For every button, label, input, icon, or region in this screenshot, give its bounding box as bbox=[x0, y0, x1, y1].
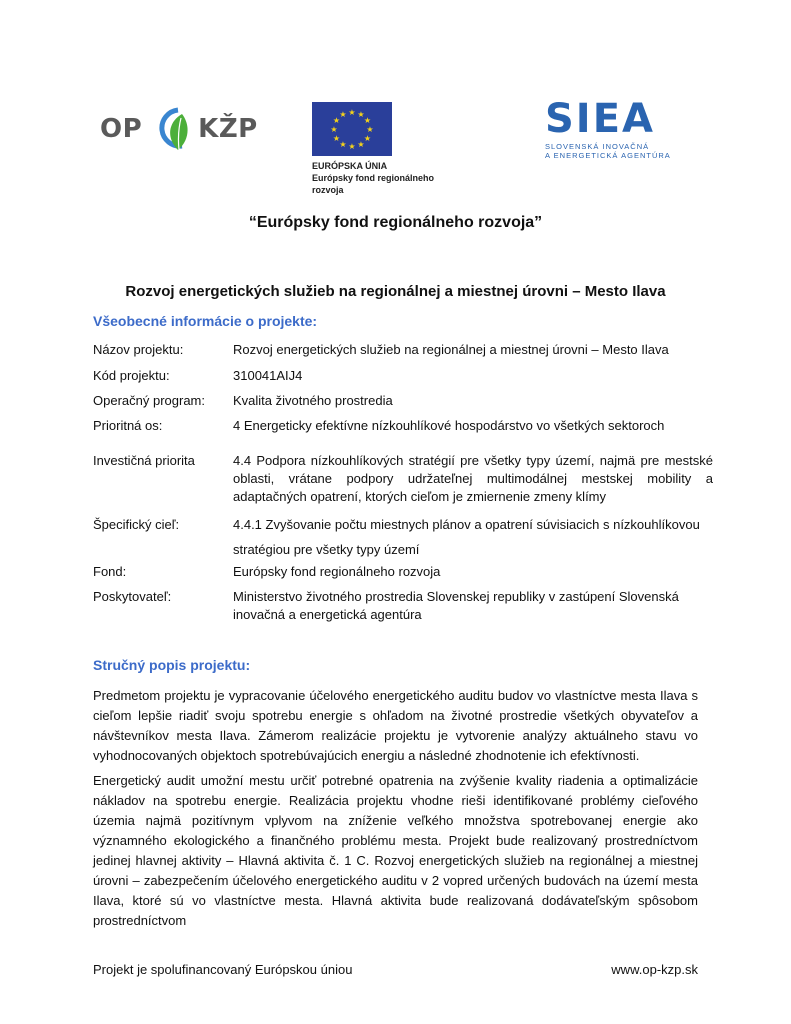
svg-text:★: ★ bbox=[363, 116, 372, 125]
op-kzp-logo bbox=[100, 104, 270, 154]
info-row-provider bbox=[93, 588, 713, 624]
info-label: Názov projektu: bbox=[93, 342, 184, 357]
siea-sub-line1: SLOVENSKÁ INOVAČNÁ bbox=[545, 142, 650, 151]
eu-caption-line1: EURÓPSKA ÚNIA bbox=[312, 161, 388, 171]
info-value: 4 Energeticky efektívne nízkouhlíkové hospodárstvo vo všetkých sektoroch bbox=[233, 418, 665, 433]
info-value: Ministerstvo životného prostredia Slovenskej republiky v zastúpení Slovenská inovačná a energetická agentúra bbox=[233, 589, 679, 622]
info-label: Operačný program: bbox=[93, 393, 205, 408]
svg-text:★: ★ bbox=[363, 134, 372, 143]
eu-caption-line2: Európsky fond regionálneho bbox=[312, 173, 435, 183]
info-label: Prioritná os: bbox=[93, 418, 163, 433]
footer-cofinance-note: Projekt je spolufinancovaný Európskou úniou bbox=[93, 962, 353, 977]
svg-text:★: ★ bbox=[348, 108, 356, 117]
info-label: Fond: bbox=[93, 564, 127, 579]
info-row-fund bbox=[93, 563, 713, 581]
info-row-code bbox=[93, 367, 713, 385]
description-heading: Stručný popis projektu: bbox=[93, 657, 251, 673]
eu-logo bbox=[312, 102, 434, 196]
info-value: 4.4.1 Zvyšovanie počtu miestnych plánov a opatrení súvisiacich s nízkouhlíkovou stratégiou pre všetky typy území bbox=[233, 517, 700, 557]
leaf-ring-icon bbox=[148, 104, 192, 154]
op-logo-text-left: OP bbox=[100, 114, 143, 144]
description-paragraph-2: Energetický audit umožní mestu určiť potrebné opatrenia na zvýšenie kvality riadenia a optimalizácie nákladov na spotrebu energie. Realizácia projektu vhodne rieši identifikované problémy cieľového územia najmä pozitívnym vplyvom na zníženie veľkého množstva spotrebovanej energie ako významného ekologického a finančného problému mesta. Projekt bude realizovaný prostredníctvom jedinej hlavnej aktivity – Hlavná aktivita č. 1 C. Rozvoj energetických služieb na regionálnej a miestnej úrovni – zabezpečením účelového energetického auditu v 2 vopred určených budovách na území mesta Ilava, ktoré sú vo vlastníctve mesta. Hlavná aktivita bude realizovaná dodávateľským spôsobom prostredníctvom bbox=[93, 773, 698, 928]
op-logo-text-right: KŽP bbox=[198, 114, 258, 144]
info-row-name bbox=[93, 341, 713, 359]
info-label: Investičná priorita bbox=[93, 453, 195, 468]
info-row-specific-goal bbox=[93, 512, 713, 562]
info-label: Špecifický cieľ: bbox=[93, 517, 180, 532]
siea-sub-line2: A ENERGETICKÁ AGENTÚRA bbox=[545, 151, 671, 160]
siea-logo bbox=[545, 98, 671, 160]
info-value: 310041AIJ4 bbox=[233, 368, 303, 383]
general-info-heading: Všeobecné informácie o projekte: bbox=[93, 313, 318, 329]
info-value: 4.4 Podpora nízkouhlíkových stratégií pre všetky typy území, najmä pre mestské oblasti, vrátane podpory udržateľnej multimodálnej mestskej mobility a adaptačných opatrení, ktorých cieľom je zmiernenie zmeny klímy bbox=[233, 453, 713, 504]
project-title: Rozvoj energetických služieb na regionálnej a miestnej úrovni – Mesto Ilava bbox=[125, 283, 666, 300]
svg-text:★: ★ bbox=[332, 134, 341, 143]
eu-caption-line3: rozvoja bbox=[312, 185, 344, 195]
info-row-program bbox=[93, 392, 713, 410]
svg-text:★: ★ bbox=[330, 125, 338, 134]
eu-flag-icon bbox=[312, 102, 392, 156]
svg-text:★: ★ bbox=[339, 110, 347, 119]
svg-text:★: ★ bbox=[348, 142, 356, 151]
info-value: Európsky fond regionálneho rozvoja bbox=[233, 564, 441, 579]
info-label: Kód projektu: bbox=[93, 368, 170, 383]
svg-text:★: ★ bbox=[339, 140, 347, 149]
info-row-priority-axis bbox=[93, 417, 713, 435]
info-label: Poskytovateľ: bbox=[93, 589, 172, 604]
siea-wordmark: SIEA bbox=[545, 96, 655, 142]
info-row-investment-priority bbox=[93, 452, 713, 506]
footer-website-link[interactable]: www.op-kzp.sk bbox=[611, 962, 698, 977]
svg-text:★: ★ bbox=[357, 110, 365, 119]
svg-text:★: ★ bbox=[357, 140, 365, 149]
svg-text:★: ★ bbox=[332, 116, 341, 125]
fund-quote-title: “Európsky fond regionálneho rozvoja” bbox=[248, 214, 543, 231]
description-paragraph-1: Predmetom projektu je vypracovanie účelového energetického auditu budov vo vlastníctve mesta Ilava s cieľom lepšie riadiť svoju spotrebu energie s ohľadom na životné prostredie všetkých obyvateľov a návštevníkov mesta Ilava. Zámerom realizácie projektu je vytvorenie analýzy aktuálneho stavu vo vyhodnocovaných objektoch spotrebúvajúcich energiu a následné zhodnotenie ich efektívnosti. bbox=[93, 688, 698, 763]
svg-text:★: ★ bbox=[366, 125, 374, 134]
info-value: Rozvoj energetických služieb na regionálnej a miestnej úrovni – Mesto Ilava bbox=[233, 342, 669, 357]
info-value: Kvalita životného prostredia bbox=[233, 393, 393, 408]
